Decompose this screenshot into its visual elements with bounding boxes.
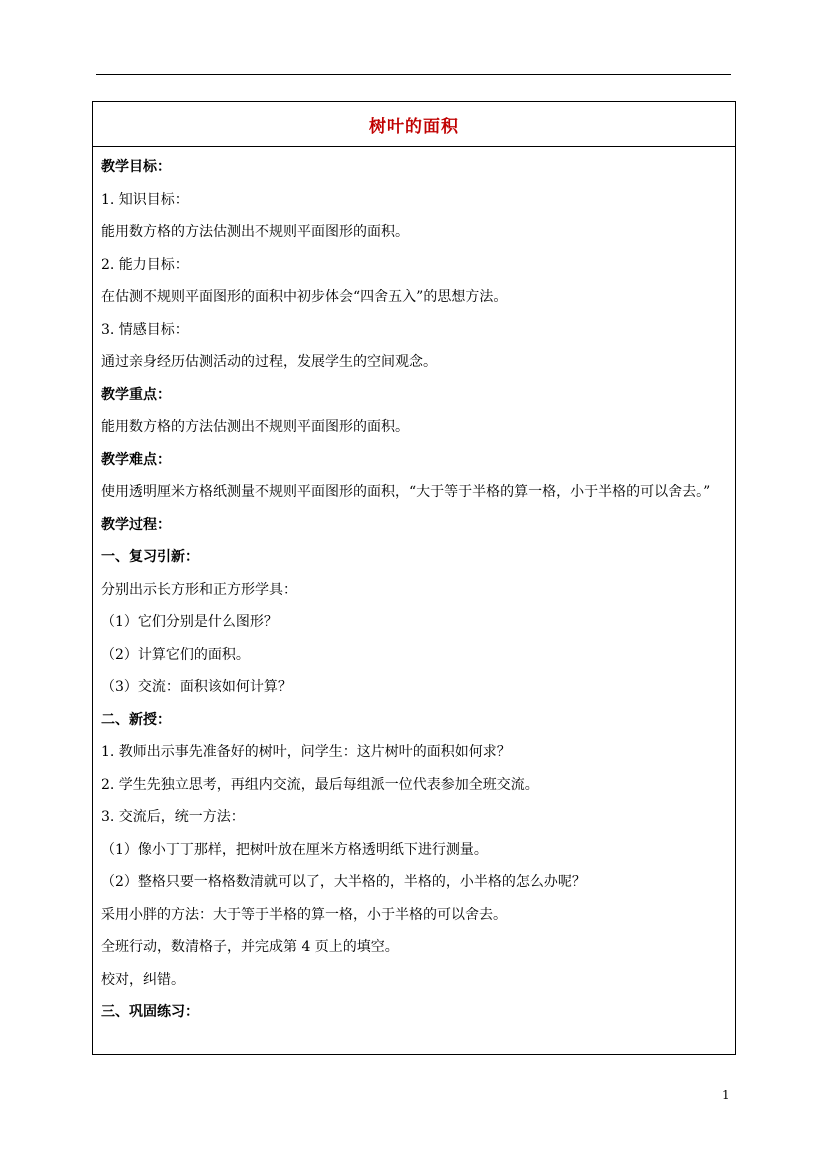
lesson-content <box>93 147 735 1029</box>
lesson-plan-table <box>92 101 736 1055</box>
section-heading: 一、复习引新： <box>101 549 199 565</box>
content-line: 通过亲身经历估测活动的过程，发展学生的空间观念。 <box>101 354 437 370</box>
content-line: 校对，纠错。 <box>101 971 185 988</box>
content-line: （1）像小丁丁那样，把树叶放在厘米方格透明纸下进行测量。 <box>101 841 488 858</box>
content-line: （3）交流：面积该如何计算？ <box>101 679 292 695</box>
content-line: 2. 学生先独立思考，再组内交流，最后每组派一位代表参加全班交流。 <box>101 776 539 793</box>
content-line: 1. 教师出示事先准备好的树叶，问学生：这片树叶的面积如何求？ <box>101 744 511 760</box>
section-heading: 二、新授： <box>101 711 171 728</box>
content-line: 3. 情感目标： <box>101 321 189 338</box>
section-heading: 教学过程： <box>101 516 171 533</box>
content-line: （1）它们分别是什么图形？ <box>101 614 278 630</box>
content-line: 分别出示长方形和正方形学具： <box>101 581 297 598</box>
content-line: 全班行动，数清格子，并完成第 4 页上的填空。 <box>101 939 399 955</box>
content-line: 使用透明厘米方格纸测量不规则平面图形的面积，“大于等于半格的算一格，小于半格的可以舍去。” <box>101 484 711 500</box>
page-number: 1 <box>722 1088 730 1102</box>
content-line: 在估测不规则平面图形的面积中初步体会“四舍五入”的思想方法。 <box>101 289 508 305</box>
section-heading: 三、巩固练习： <box>101 1004 199 1020</box>
content-line: 能用数方格的方法估测出不规则平面图形的面积。 <box>101 419 409 435</box>
content-line: 2. 能力目标： <box>101 256 189 273</box>
content-line: 采用小胖的方法：大于等于半格的算一格，小于半格的可以舍去。 <box>101 906 507 923</box>
document-title: 树叶的面积 <box>369 116 459 137</box>
content-line: （2）计算它们的面积。 <box>101 646 250 663</box>
section-heading: 教学目标： <box>101 159 171 175</box>
content-line: （2）整格只要一格格数清就可以了，大半格的，半格的，小半格的怎么办呢？ <box>101 874 586 890</box>
content-line: 1. 知识目标： <box>101 191 189 208</box>
content-line: 能用数方格的方法估测出不规则平面图形的面积。 <box>101 224 409 240</box>
content-line: 3. 交流后，统一方法： <box>101 809 245 825</box>
section-heading: 教学重点： <box>101 386 171 403</box>
header-rule <box>96 74 731 75</box>
title-row <box>93 102 735 147</box>
section-heading: 教学难点： <box>101 451 171 468</box>
